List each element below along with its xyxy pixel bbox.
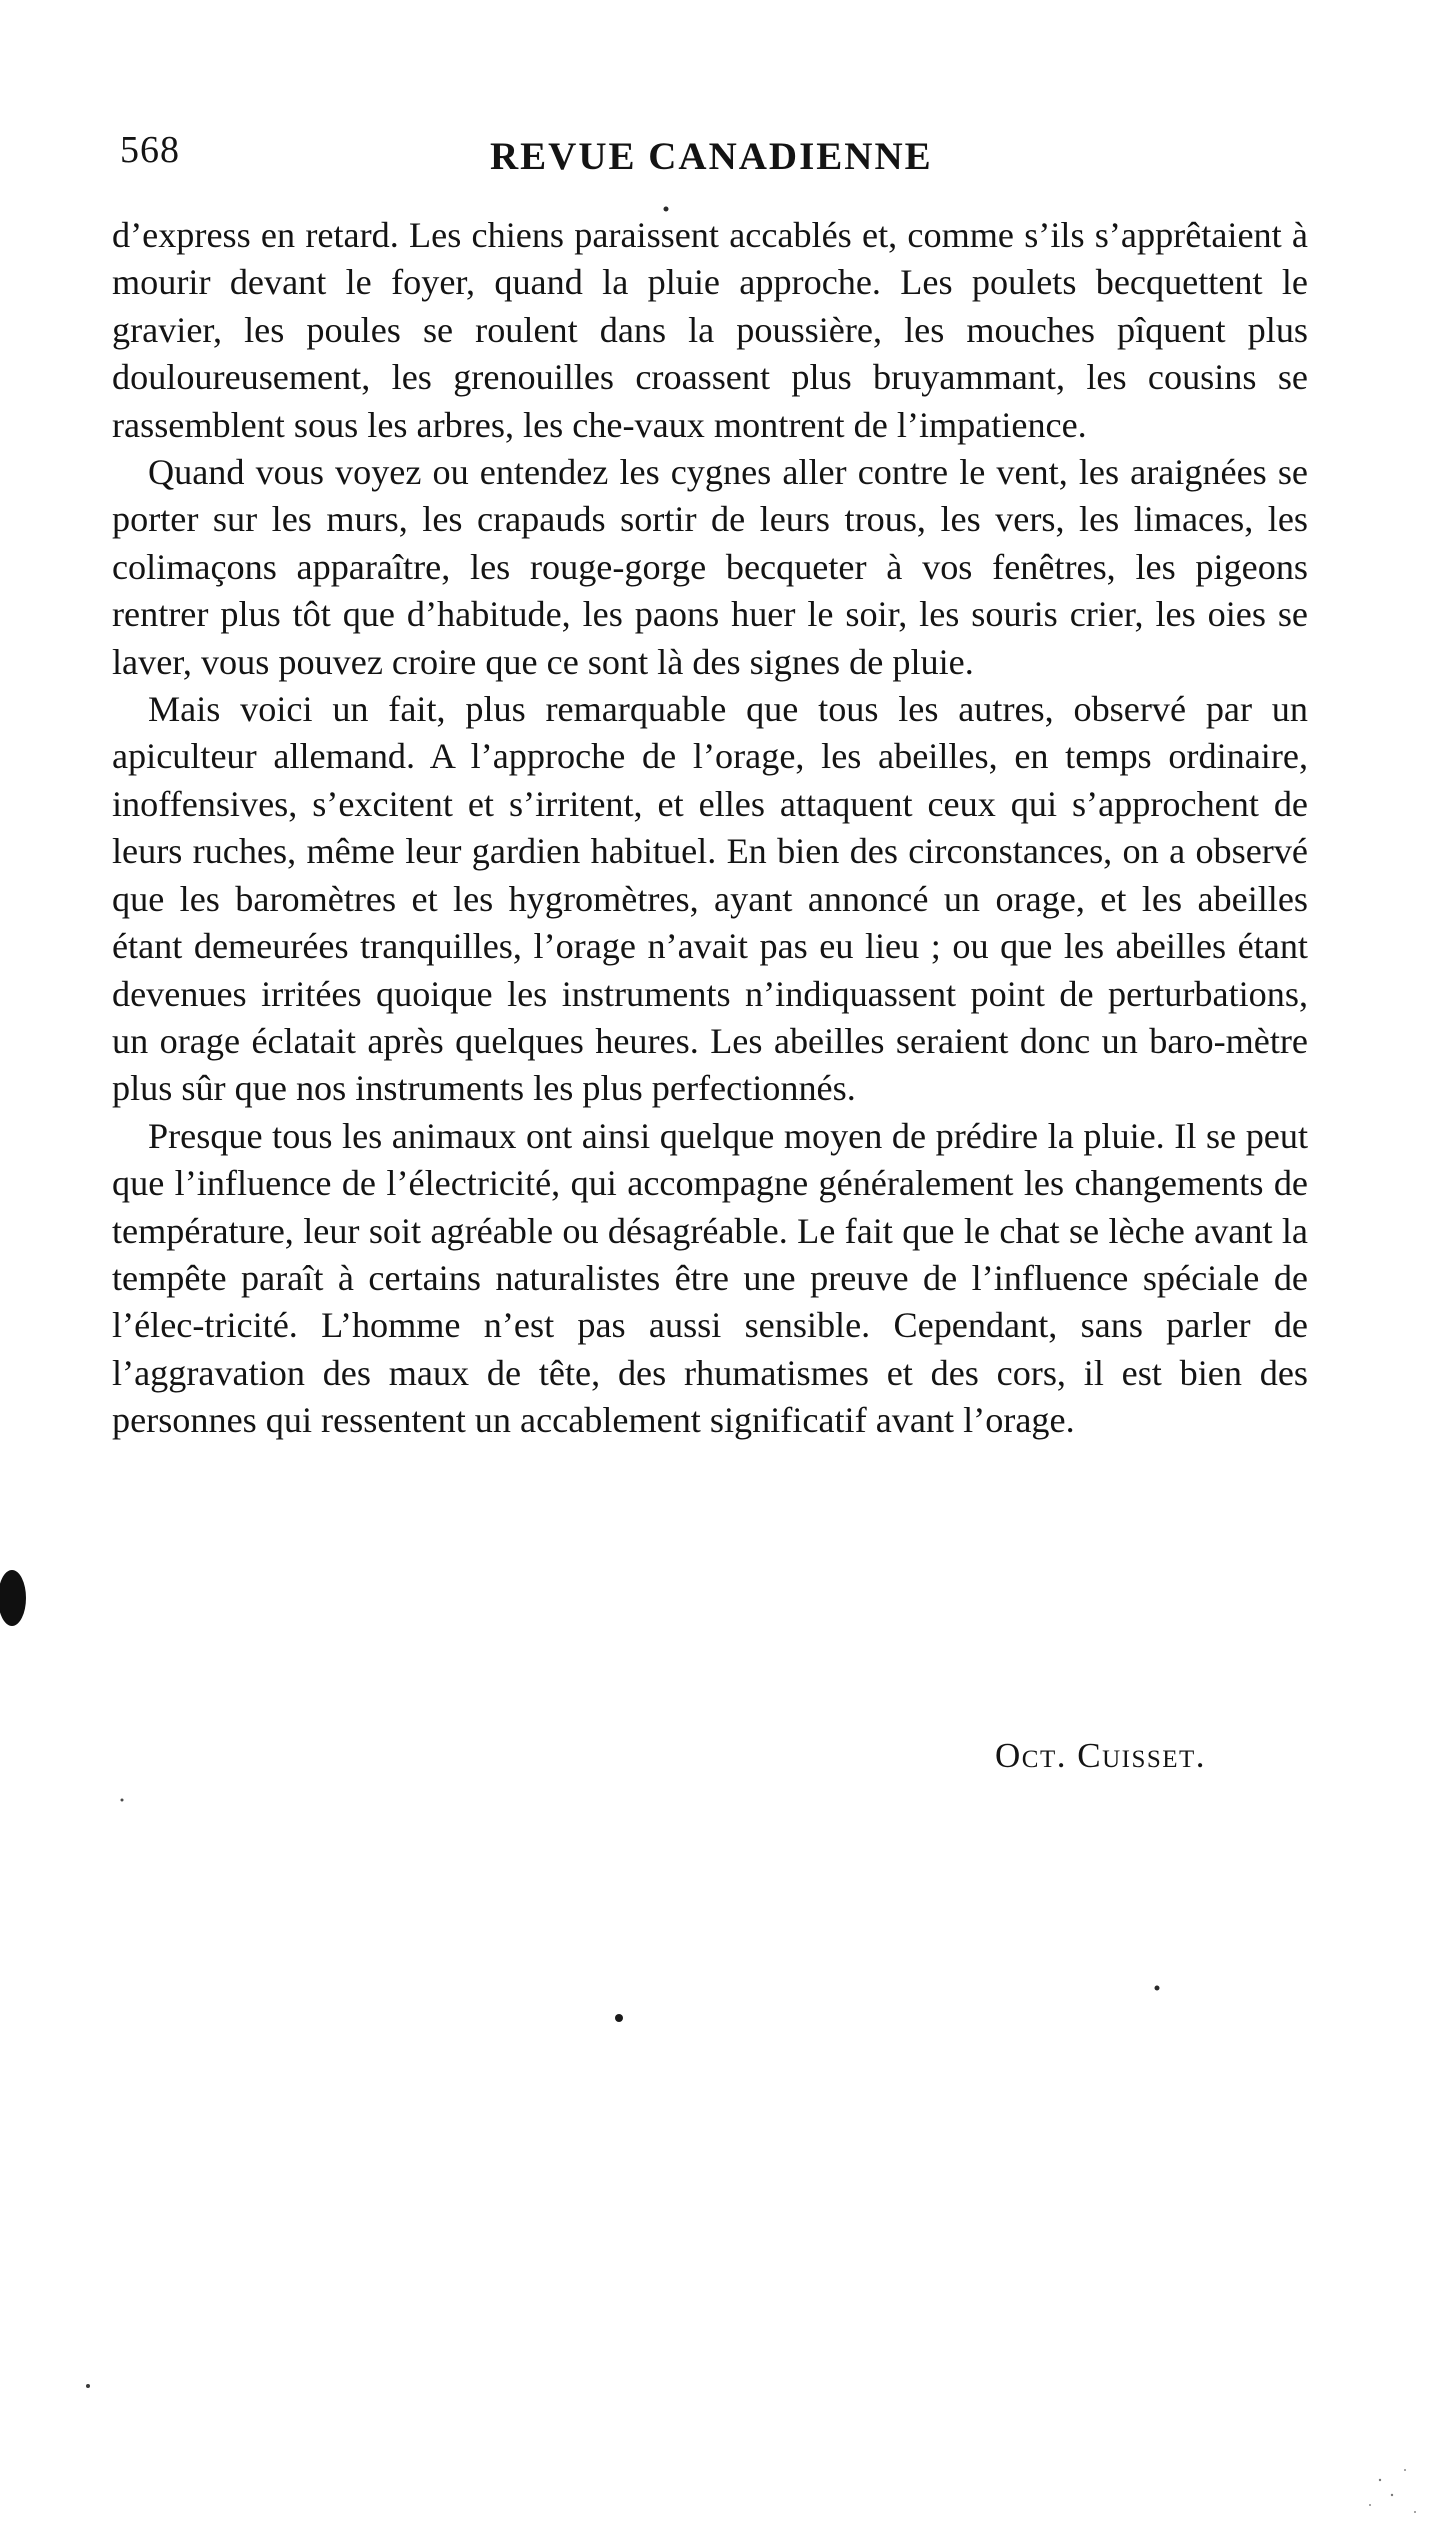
- speck: [1369, 2504, 1371, 2506]
- speck: [615, 2014, 623, 2022]
- paragraph-3: Mais voici un fait, plus remarquable que tous les autres, observé par un apiculteur allemand. A l’approche de l’orage, les abeilles, en temps ordinaire, inoffensives, s’excitent et s’irritent, et elles attaquent ceux qui s’approchent de leurs ruches, même leur gardien habituel. En bien des circonstances, on a observé que les baromètres et les hygromètres, ayant annoncé un orage, et les abeilles étant demeurées tranquilles, l’orage n’avait pas eu lieu ; ou que les abeilles étant devenues irritées quoique les instruments n’indiquassent point de perturbations, un orage éclatait après quelques heures. Les abeilles seraient donc un baro-mètre plus sûr que nos instruments les plus perfectionnés.: [112, 689, 1308, 1109]
- ink-blot-left-margin: [0, 1570, 26, 1626]
- running-title: REVUE CANADIENNE: [490, 135, 933, 178]
- article-body: [112, 212, 1308, 1445]
- page-number: 568: [120, 129, 180, 171]
- paragraph-2: Quand vous voyez ou entendez les cygnes aller contre le vent, les araignées se porter sur les murs, les crapauds sortir de leurs trous, les vers, les limaces, les colimaçons apparaître, les rouge-gorge becqueter à vos fenêtres, les pigeons rentrer plus tôt que d’habitude, les paons huer le soir, les souris crier, les oies se laver, vous pouvez croire que ce sont là des signes de pluie.: [112, 452, 1308, 682]
- speck: [1155, 1986, 1160, 1991]
- speck: [121, 1799, 124, 1802]
- paragraph-1: d’express en retard. Les chiens paraissent accablés et, comme s’ils s’apprêtaient à mourir devant le foyer, quand la pluie approche. Les poulets becquettent le gravier, les poules se roulent dans la poussière, les mouches pîquent plus douloureusement, les grenouilles croassent plus bruyammant, les cousins se rassemblent sous les arbres, les che-vaux montrent de l’impatience.: [112, 215, 1308, 445]
- speck: [664, 207, 669, 212]
- author-signature: Oct. Cuisset.: [995, 1736, 1207, 1775]
- speck: [1391, 2494, 1393, 2496]
- speck: [86, 2384, 90, 2388]
- page-header: [120, 128, 1310, 188]
- speck: [1379, 2479, 1381, 2481]
- speck: [1404, 2469, 1406, 2471]
- paragraph-4: Presque tous les animaux ont ainsi quelque moyen de prédire la pluie. Il se peut que l’influence de l’électricité, qui accompagne généralement les changements de température, leur soit agréable ou désagréable. Le fait que le chat se lèche avant la tempête paraît à certains naturalistes être une preuve de l’influence spéciale de l’élec-tricité. L’homme n’est pas aussi sensible. Cependant, sans parler de l’aggravation des maux de tête, des rhumatismes et des cors, il est bien des personnes qui ressentent un accablement significatif avant l’orage.: [112, 1115, 1308, 1441]
- speck: [1414, 2511, 1416, 2513]
